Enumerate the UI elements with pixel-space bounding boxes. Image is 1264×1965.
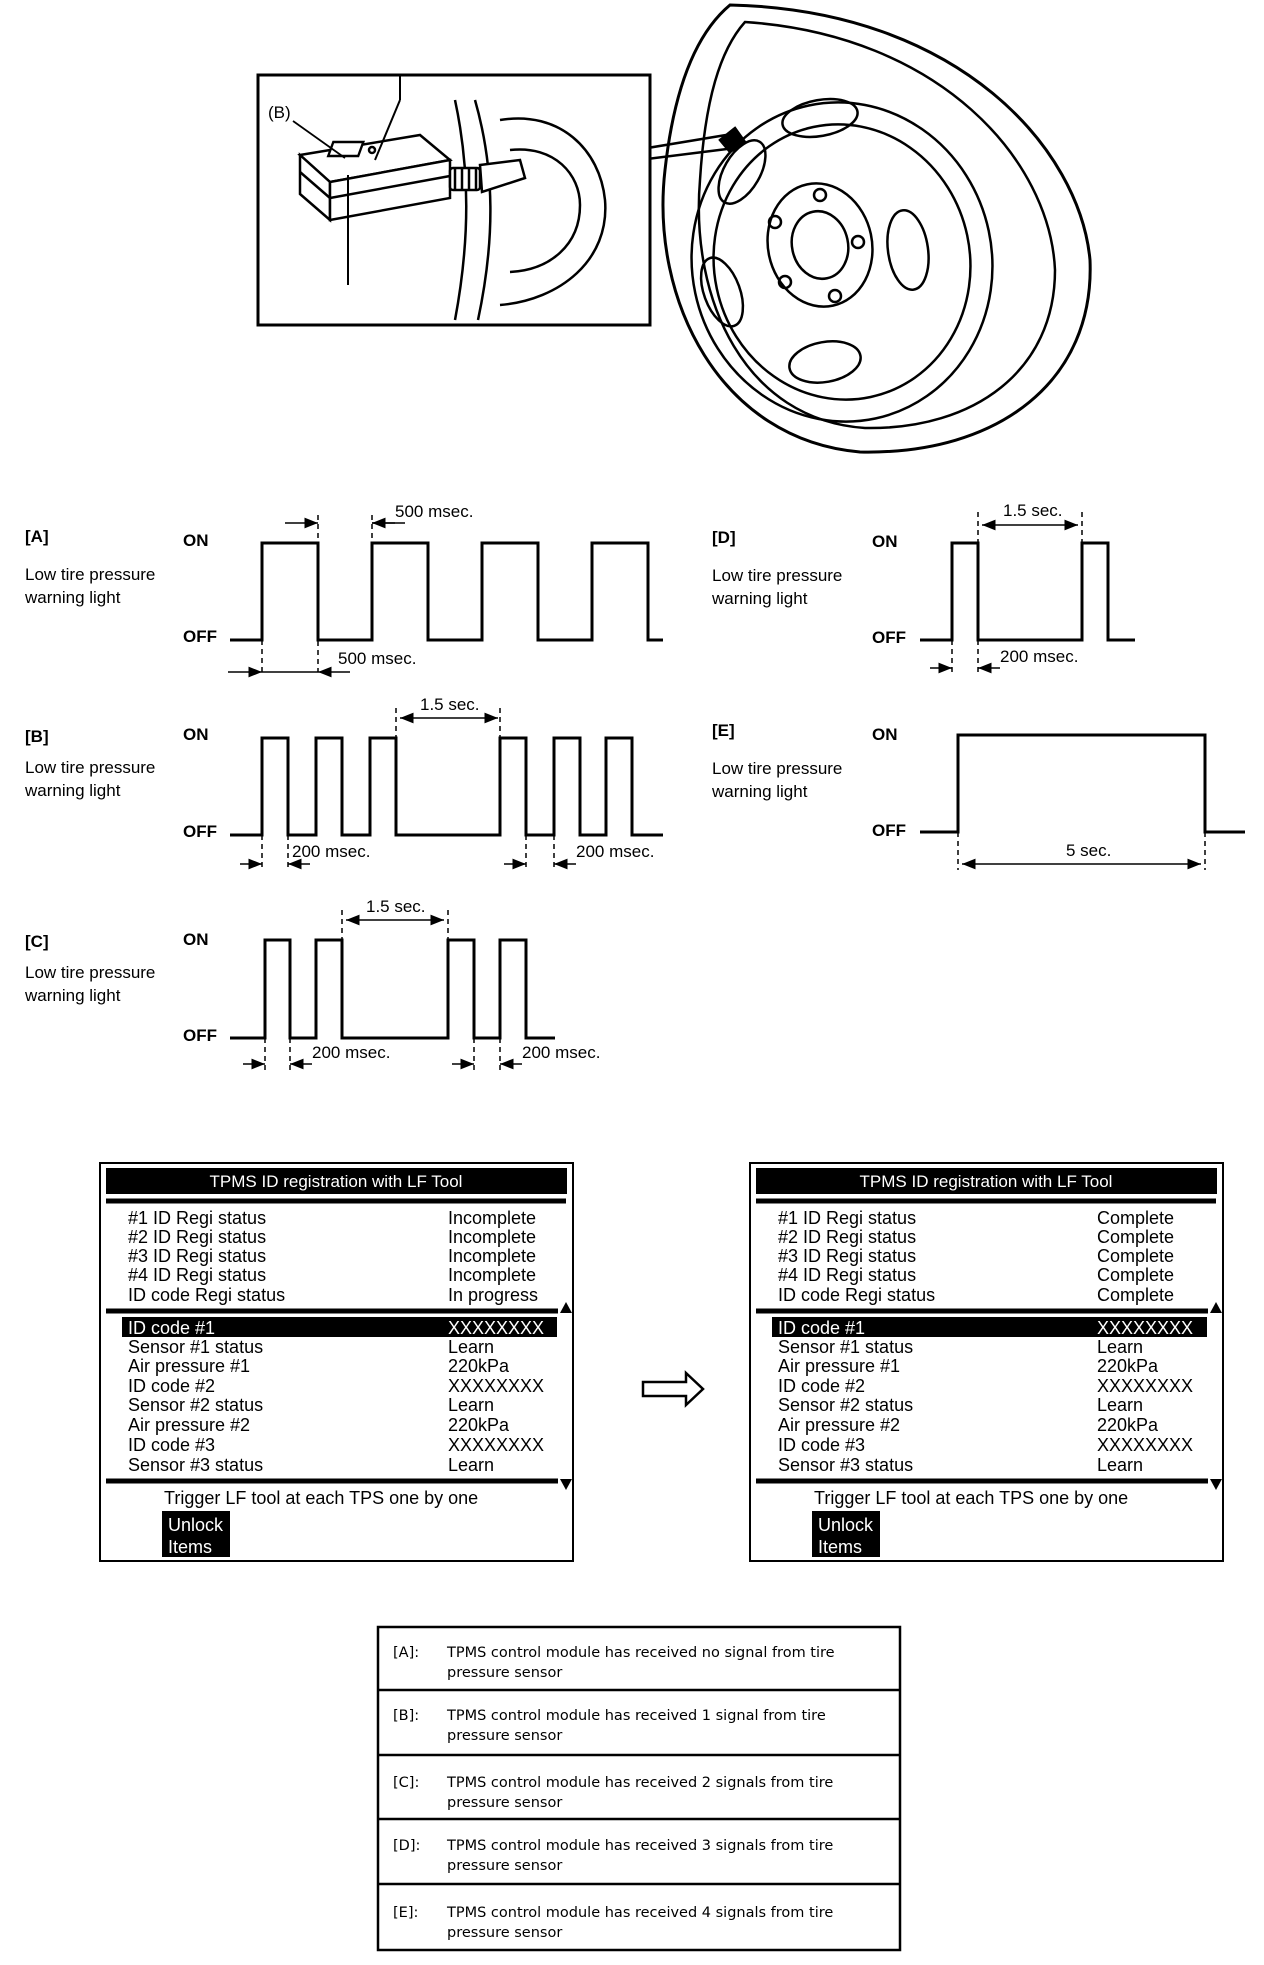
pattern-e [711,721,1245,870]
screen-after [750,1163,1223,1561]
pattern-a [24,502,663,672]
pattern-a-off-label: OFF [183,627,217,646]
legend-line2-b: pressure sensor [447,1728,563,1744]
screen-after-unlock-label-2: Items [818,1537,863,1557]
pattern-d-off-label: OFF [872,628,906,647]
screen-after-label-3: #3 ID Regi status [778,1246,917,1266]
pattern-c-off-label: OFF [183,1026,217,1045]
screen-after-footer: Trigger LF tool at each TPS one by one [814,1488,1129,1508]
screen-before-detail-label-7: ID code #3 [128,1435,216,1455]
pattern-a-waveform [230,543,663,640]
pattern-e-light-label-2: warning light [712,782,808,801]
screen-before-detail-value-5: Learn [448,1395,495,1415]
screen-before-detail-label-8: Sensor #3 status [128,1455,264,1475]
screen-before-label-1: #1 ID Regi status [128,1208,267,1228]
pattern-d-light-label-2: warning light [712,589,808,608]
pattern-c-tag: [C] [25,932,49,951]
legend-tag-e: [E]: [393,1905,419,1921]
pattern-d-dim-1: 200 msec. [1000,647,1079,666]
screen-after-status-2: Complete [1097,1227,1175,1247]
screen-before-label-3: #3 ID Regi status [128,1246,267,1266]
pattern-d-tag: [D] [712,528,736,547]
pattern-b-on-label: ON [183,725,209,744]
pattern-c-dim-2: 200 msec. [522,1043,601,1062]
screen-before-detail-label-1: ID code #1 [128,1318,216,1338]
pattern-b-tag: [B] [25,727,49,746]
legend-line2-d: pressure sensor [447,1858,563,1874]
screen-after-detail-value-8: Learn [1097,1455,1144,1475]
pattern-c-light-label-2: warning light [25,986,121,1005]
screen-after-detail-value-7: XXXXXXXX [1097,1435,1194,1455]
screen-before-unlock-label-2: Items [168,1537,213,1557]
screen-before-detail-value-6: 220kPa [448,1415,510,1435]
pattern-b-dim-long: 1.5 sec. [420,695,480,714]
pattern-a-dim-on: 500 msec. [395,502,474,521]
screen-after-status-4: Complete [1097,1265,1175,1285]
screen-after-status-5: Complete [1097,1285,1175,1305]
callout-b-label: (B) [268,103,291,122]
transition-arrow-icon [643,1373,703,1405]
screen-after-label-2: #2 ID Regi status [778,1227,917,1247]
screen-after-detail-label-4: ID code #2 [778,1376,866,1396]
screen-before-detail-value-4: XXXXXXXX [448,1376,545,1396]
screen-before-detail-label-3: Air pressure #1 [128,1356,251,1376]
pattern-c-on-label: ON [183,930,209,949]
pattern-d-dim-long: 1.5 sec. [1003,501,1063,520]
pattern-a-on-label: ON [183,531,209,550]
screen-before-detail-label-6: Air pressure #2 [128,1415,251,1435]
screen-after-detail-value-2: Learn [1097,1337,1144,1357]
screen-after-detail-label-5: Sensor #2 status [778,1395,914,1415]
legend-line1-a: TPMS control module has received no signal from tire [447,1645,835,1661]
screen-before-status-3: Incomplete [448,1246,537,1266]
pattern-d-on-label: ON [872,532,898,551]
legend-line2-e: pressure sensor [447,1925,563,1941]
pattern-e-tag: [E] [712,721,735,740]
pattern-b-waveform [230,738,663,835]
screen-before-status-1: Incomplete [448,1208,537,1228]
screen-after-detail-value-4: XXXXXXXX [1097,1376,1194,1396]
screen-after-title: TPMS ID registration with LF Tool [859,1172,1113,1191]
pattern-c-dim-1: 200 msec. [312,1043,391,1062]
wheel-illustration [575,5,1090,452]
screen-before-label-2: #2 ID Regi status [128,1227,267,1247]
legend-tag-d: [D]: [393,1838,421,1854]
screen-before-detail-value-7: XXXXXXXX [448,1435,545,1455]
screen-after-detail-value-1: XXXXXXXX [1097,1318,1194,1338]
screen-before-detail-value-8: Learn [448,1455,495,1475]
screen-after-status-3: Complete [1097,1246,1175,1266]
pattern-a-light-label-1: Low tire pressure [25,565,156,584]
legend-tag-a: [A]: [393,1645,420,1661]
pattern-d-waveform [920,543,1135,640]
legend-line1-c: TPMS control module has received 2 signals from tire [447,1775,834,1791]
pattern-b-light-label-2: warning light [25,781,121,800]
pattern-e-waveform [920,735,1245,832]
screen-before-detail-value-2: Learn [448,1337,495,1357]
pattern-a-dim-off: 500 msec. [338,649,417,668]
legend-line1-b: TPMS control module has received 1 signal from tire [447,1708,826,1724]
screen-after-unlock-label-1: Unlock [818,1515,874,1535]
pattern-b-off-label: OFF [183,822,217,841]
screen-before-label-4: #4 ID Regi status [128,1265,267,1285]
screen-after-detail-value-6: 220kPa [1097,1415,1159,1435]
pattern-c-dim-long: 1.5 sec. [366,897,426,916]
inset-box [258,75,650,325]
screen-before-status-2: Incomplete [448,1227,537,1247]
screen-before-status-5: In progress [448,1285,539,1305]
screen-after-detail-label-1: ID code #1 [778,1318,866,1338]
screen-after-detail-label-8: Sensor #3 status [778,1455,914,1475]
pattern-e-off-label: OFF [872,821,906,840]
screen-after-label-5: ID code Regi status [778,1285,936,1305]
screen-before-detail-value-1: XXXXXXXX [448,1318,545,1338]
pattern-c [24,897,600,1070]
screen-before-unlock-label-1: Unlock [168,1515,224,1535]
pattern-b-light-label-1: Low tire pressure [25,758,156,777]
pattern-b-dim-2: 200 msec. [576,842,655,861]
screen-before-detail-label-2: Sensor #1 status [128,1337,264,1357]
screen-after-label-1: #1 ID Regi status [778,1208,917,1228]
pattern-d-light-label-1: Low tire pressure [712,566,843,585]
pattern-b [24,695,663,868]
screen-after-label-4: #4 ID Regi status [778,1265,917,1285]
legend-line2-c: pressure sensor [447,1795,563,1811]
legend-table [378,1627,900,1950]
legend-line2-a: pressure sensor [447,1665,563,1681]
screen-before-footer: Trigger LF tool at each TPS one by one [164,1488,479,1508]
pattern-d [711,501,1135,672]
screen-before-detail-label-5: Sensor #2 status [128,1395,264,1415]
pattern-b-dim-1: 200 msec. [292,842,371,861]
pattern-e-dim-1: 5 sec. [1066,841,1112,860]
screen-before-status-4: Incomplete [448,1265,537,1285]
screen-after-detail-value-5: Learn [1097,1395,1144,1415]
screen-before-label-5: ID code Regi status [128,1285,286,1305]
screen-after-detail-label-2: Sensor #1 status [778,1337,914,1357]
pattern-c-waveform [230,940,555,1038]
pattern-e-light-label-1: Low tire pressure [712,759,843,778]
screen-before-detail-value-3: 220kPa [448,1356,510,1376]
legend-line1-d: TPMS control module has received 3 signals from tire [447,1838,834,1854]
pattern-a-light-label-2: warning light [25,588,121,607]
pattern-a-tag: [A] [25,527,49,546]
legend-tag-b: [B]: [393,1708,420,1724]
screen-after-detail-label-7: ID code #3 [778,1435,866,1455]
screen-after-detail-value-3: 220kPa [1097,1356,1159,1376]
screen-after-status-1: Complete [1097,1208,1175,1228]
screen-before-title: TPMS ID registration with LF Tool [209,1172,463,1191]
pattern-e-on-label: ON [872,725,898,744]
pattern-c-light-label-1: Low tire pressure [25,963,156,982]
legend-tag-c: [C]: [393,1775,420,1791]
screen-before [100,1163,573,1561]
legend-line1-e: TPMS control module has received 4 signals from tire [447,1905,834,1921]
screen-before-detail-label-4: ID code #2 [128,1376,216,1396]
screen-after-detail-label-3: Air pressure #1 [778,1356,901,1376]
screen-after-detail-label-6: Air pressure #2 [778,1415,901,1435]
